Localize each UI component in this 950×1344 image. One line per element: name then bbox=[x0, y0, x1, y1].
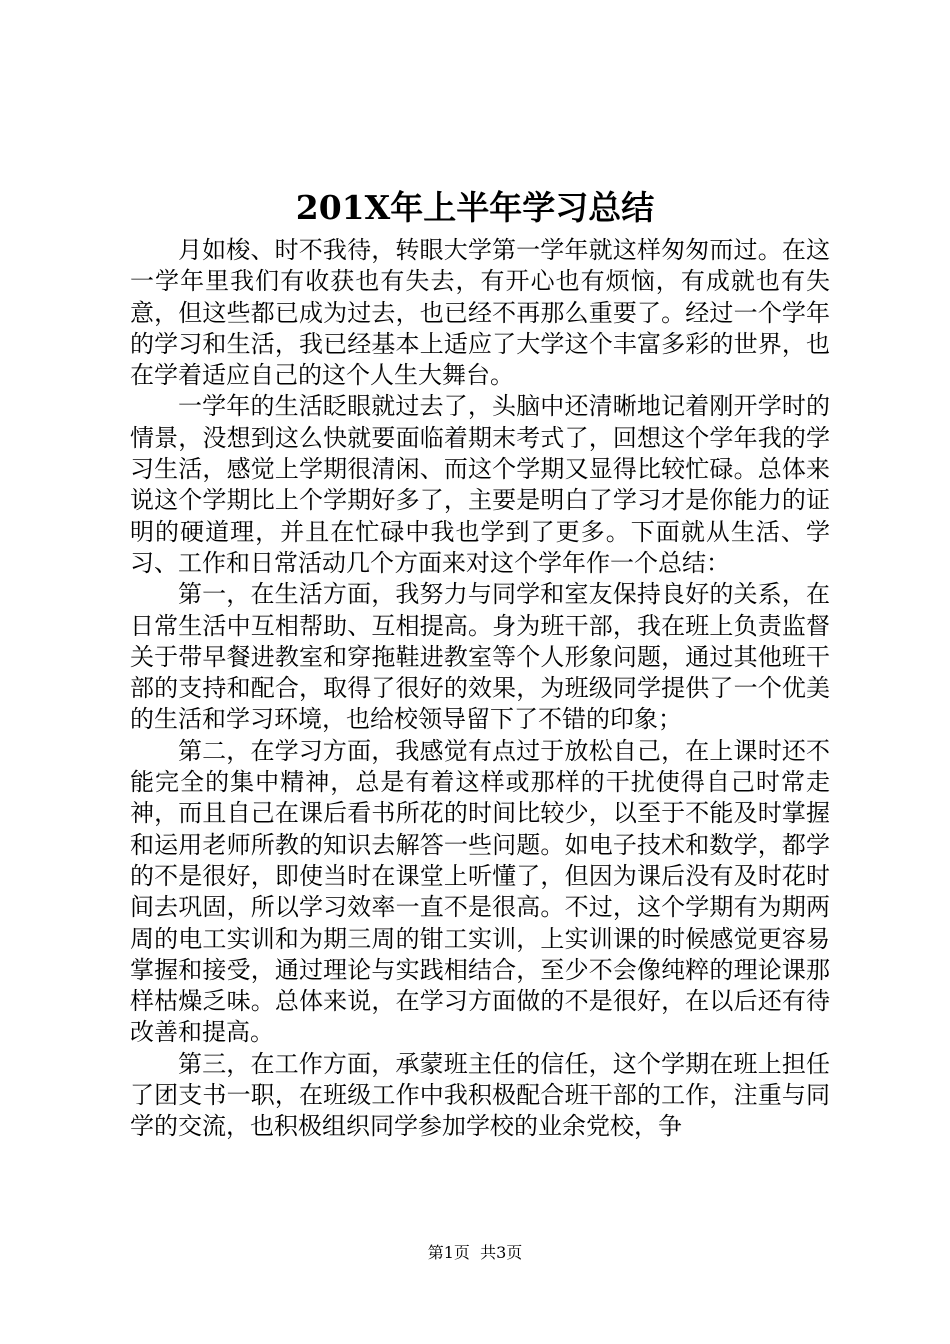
paragraph-1: 月如梭、时不我待，转眼大学第一学年就这样匆匆而过。在这一学年里我们有收获也有失去，有开心也有烦恼，有成就也有失意，但这些都已成为过去，也已经不再那么重要了。经过一个学年的学习和生活，我已经基本上适应了大学这个丰富多彩的世界，也在学着适应自己的这个人生大舞台。 bbox=[130, 236, 830, 390]
paragraph-4: 第二，在学习方面，我感觉有点过于放松自己，在上课时还不能完全的集中精神，总是有着这样或那样的干扰使得自己时常走神，而且自己在课后看书所花的时间比较少，以至于不能及时掌握和运用老师所教的知识去解答一些问题。如电子技术和数学，都学的不是很好，即使当时在课堂上听懂了，但因为课后没有及时花时间去巩固，所以学习效率一直不是很高。不过，这个学期有为期两周的电工实训和为期三周的钳工实训，上实训课的时候感觉更容易掌握和接受，通过理论与实践相结合，至少不会像纯粹的理论课那样枯燥乏味。总体来说，在学习方面做的不是很好，在以后还有待改善和提高。 bbox=[130, 736, 830, 1047]
paragraph-5: 第三，在工作方面，承蒙班主任的信任，这个学期在班上担任了团支书一职，在班级工作中我积极配合班干部的工作，注重与同学的交流，也积极组织同学参加学校的业余党校，争 bbox=[130, 1049, 830, 1141]
page-footer bbox=[0, 1242, 950, 1264]
document-body bbox=[130, 235, 830, 1143]
document-title: 201X年上半年学习总结 bbox=[295, 188, 655, 227]
paragraph-3: 第一，在生活方面，我努力与同学和室友保持良好的关系，在日常生活中互相帮助、互相提高。身为班干部，我在班上负责监督关于带早餐进教室和穿拖鞋进教室等个人形象问题，通过其他班干部的支持和配合，取得了很好的效果，为班级同学提供了一个优美的生活和学习环境，也给校领导留下了不错的印象； bbox=[130, 580, 830, 734]
paragraph-2: 一学年的生活眨眼就过去了，头脑中还清晰地记着刚开学时的情景，没想到这么快就要面临着期末考式了，回想这个学年我的学习生活，感觉上学期很清闲、而这个学期又显得比较忙碌。总体来说这个学期比上个学期好多了，主要是明白了学习才是你能力的证明的硬道理，并且在忙碌中我也学到了更多。下面就从生活、学习、工作和日常活动几个方面来对这个学年作一个总结： bbox=[130, 392, 830, 577]
page-number-label: 第1页 共3页 bbox=[427, 1243, 523, 1262]
